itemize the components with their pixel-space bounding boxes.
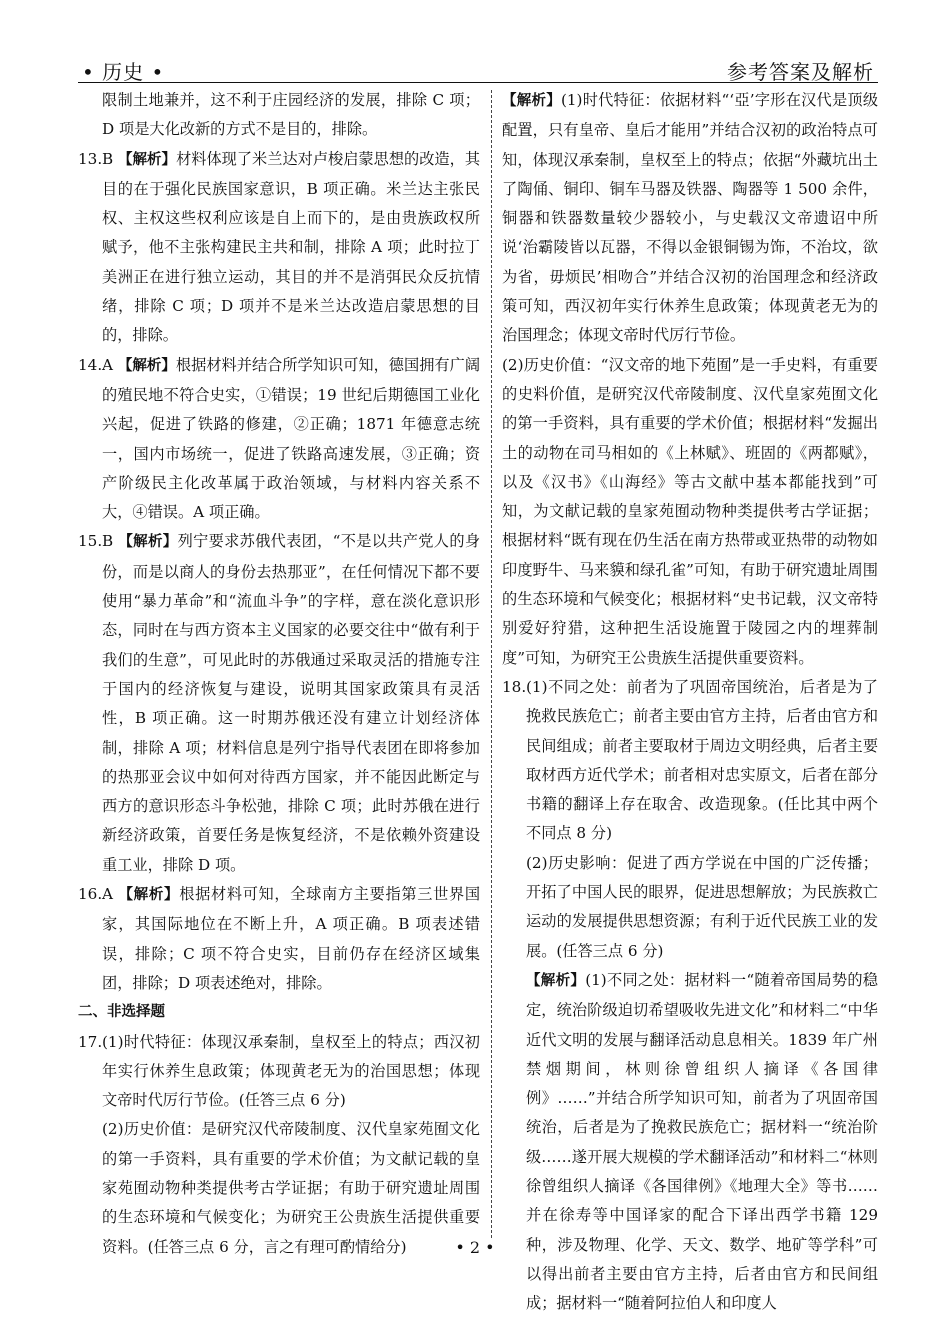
analysis-label: 【解析】	[502, 93, 561, 109]
analysis-17-part-2: (2)历史价值：“汉文帝的地下苑囿”是一手史料，有重要的史料价值，是研究汉代帝陵制度、汉代皇家苑囿文化的第一手资料，具有重要的学术价值；根据材料“发掘出土的动物在司马相如的《上林赋》、班固的《两都赋》，以及《汉书》《山海经》等古文献中基本都能找到”可知，为文献记载的皇家苑囿动物种类提供考古学证据；根据材料“既有现在仍生活在南方热带或亚热带的动物如印度野牛、马来貘和绿孔雀”可知，有助于研究遗址周围的生态环境和气候变化；根据材料“史书记载，汉文帝特别爱好狩猎，这种把生活设施置于陵园之内的埋葬制度”可知，为研究王公贵族生活提供重要资料。	[502, 355, 878, 667]
question-number: 17.	[78, 1032, 103, 1051]
analysis-text: 根据材料并结合所学知识可知，德国拥有广阔的殖民地不符合史实，①错误；19 世纪后期德国工业化兴起，促进了铁路的修建，②正确；1871 年德意志统一，国内市场统一，促进了铁路高速发展，③正确；资产阶级民主化改革属于政治领域，与材料内容关系不大，④错误。A 项正确。	[102, 355, 481, 522]
question-number: 14.	[78, 355, 103, 374]
question-number: 15.	[78, 532, 103, 551]
header-subject: • 历史 •	[82, 60, 165, 84]
question-18-part-1	[502, 673, 878, 849]
analysis-text: 根据材料可知，全球南方主要指第三世界国家，其国际地位在不断上升，A 项正确。B 项表述错误，排除；C 项不符合史实，目前仍存在经济区域集团，排除；D 项表述绝对，排除。	[102, 885, 481, 992]
analysis-label: 【解析】	[118, 151, 177, 168]
right-column	[502, 86, 878, 1318]
header-rule	[78, 82, 878, 83]
analysis-label: 【解析】	[117, 357, 176, 374]
question-13	[78, 145, 480, 351]
analysis-label: 【解析】	[118, 534, 178, 551]
analysis-text: 材料体现了米兰达对卢梭启蒙思想的改造，其目的在于强化民族国家意识，B 项正确。米兰达主张民权、主权这些权利应该是自上而下的，是由贵族政权所赋予，他不主张构建民主共和制，排除 A 项；此时拉丁美洲正在进行独立运动，其目的并不是消弭民众反抗情绪，排除 C 项；D 项并不是米兰达改造启蒙思想的目的，排除。	[102, 149, 481, 345]
left-column	[78, 86, 480, 1262]
question-number: 16.	[78, 885, 103, 904]
answer-letter: A	[102, 885, 113, 904]
analysis-text: 列宁要求苏俄代表团，“不是以共产党人的身份，而是以商人的身份去热那亚”，在任何情况下都不要使用“暴力革命”和“流血斗争”的字样，意在淡化意识形态，同时在与西方资本主义国家的必要交往中“做有利于我们的生意”，可见此时的苏俄通过采取灵活的措施专注于国内的经济恢复与建设，说明其国家政策具有灵活性，B 项正确。这一时期苏俄还没有建立计划经济体制，排除 A 项；材料信息是列宁指导代表团在即将参加的热那亚会议中如何对待西方国家，并不能因此断定与西方的意识形态斗争松弛，排除 C 项；此时苏俄在进行新经济政策，首要任务是恢复经济，不是依赖外资建设重工业，排除 D 项。	[102, 532, 481, 874]
question-14	[78, 351, 480, 528]
continuation-text: 限制土地兼并，这不利于庄园经济的发展，排除 C 项；D 项是大化改新的方式不是目的，排除。	[102, 91, 480, 139]
page-number: • 2 •	[455, 1238, 495, 1257]
answer-letter: B	[102, 532, 114, 551]
question-number: 13.	[78, 149, 103, 168]
analysis-17-part-1	[502, 86, 878, 351]
question-15	[78, 527, 480, 880]
analysis-text: (1)不同之处：据材料一“随着帝国局势的稳定，统治阶级迫切希望吸收先进文化”和材料二“中华近代文明的发展与翻译活动息息相关。1839 年广州禁烟期间，林则徐曾组织人摘译《各国律例》……”并结合所学知识可知，前者为了巩固帝国统治，后者是为了挽救民族危亡；据材料一“统治阶级……遂开展大规模的学术翻译活动”和材料二“林则徐曾组织人摘译《各国律例》《地理大全》等书……并在徐寿等中国译家的配合下译出西学书籍 129 种，涉及物理、化学、天文、数学、地矿等学科”可以得出前者主要由官方主持，后者由官方和民间组成；据材料一“随着阿拉伯人和印度人	[526, 970, 878, 1313]
question-number: 18.	[502, 677, 527, 696]
analysis-18	[502, 966, 878, 1319]
question-17-part-2: (2)历史价值：是研究汉代帝陵制度、汉代皇家苑囿文化的第一手资料，具有重要的学术价值；为文献记载的皇家苑囿动物种类提供考古学证据；有助于研究遗址周围的生态环境和气候变化；为研究王公贵族生活提供重要资料。(任答三点 6 分，言之有理可酌情给分)	[102, 1120, 480, 1256]
column-divider	[491, 90, 492, 1238]
answer-text: (1)不同之处：前者为了巩固帝国统治，后者是为了挽救民族危亡；前者主要由官方主持，后者由官方和民间组成；前者主要取材于周边文明经典，后者主要取材西方近代学术；前者相对忠实原文，后者在部分书籍的翻译上存在取舍、改造现象。(任比其中两个不同点 8 分)	[526, 677, 878, 843]
question-17-part-1	[78, 1028, 480, 1116]
analysis-label: 【解析】	[118, 887, 180, 904]
section-heading: 二、非选择题	[78, 1004, 165, 1021]
analysis-text: (1)时代特征：依据材料“‘亞’字形在汉代是顶级配置，只有皇帝、皇后才能用”并结合汉初的政治特点可知，体现汉承秦制，皇权至上的特点；依据“外藏坑出土了陶俑、铜印、铜车马器及铁器、陶器等 1 500 余件，铜器和铁器数量较少器较小，与史载汉文帝遗诏中所说‘治霸陵皆以瓦器，不得以金银铜锡为饰，不治坟，欲为省，毋烦民’相吻合”并结合汉初的治国理念和经济政策可知，西汉初年实行休养生息政策；体现黄老无为的治国理念；体现文帝时代厉行节俭。	[502, 91, 879, 345]
page-header	[78, 50, 878, 84]
question-16	[78, 880, 480, 998]
header-title: 参考答案及解析	[727, 60, 874, 84]
answer-letter: B	[102, 149, 114, 168]
answer-text: (1)时代特征：体现汉承秦制，皇权至上的特点；西汉初年实行休养生息政策；体现黄老无为的治国思想；体现文帝时代厉行节俭。(任答三点 6 分)	[102, 1032, 480, 1110]
question-18-part-2: (2)历史影响：促进了西方学说在中国的广泛传播；开拓了中国人民的眼界，促进思想解放；为民族救亡运动的发展提供思想资源；有利于近代民族工业的发展。(任答三点 6 分)	[526, 853, 878, 960]
analysis-label: 【解析】	[526, 972, 586, 989]
answer-letter: A	[102, 355, 113, 374]
